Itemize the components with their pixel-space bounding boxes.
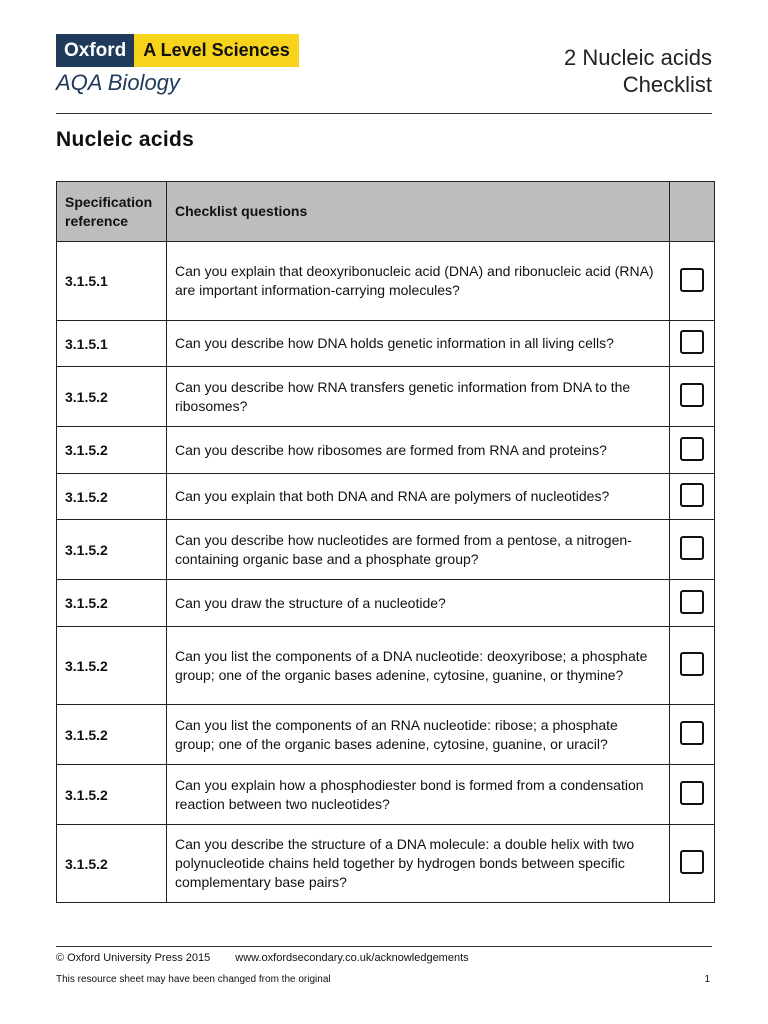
document-title-line2: Checklist — [622, 72, 712, 97]
table-row — [57, 242, 715, 321]
spec-reference: 3.1.5.2 — [57, 580, 167, 627]
checklist-checkbox[interactable] — [680, 652, 704, 676]
checklist-checkbox[interactable] — [680, 483, 704, 507]
footer-credits — [56, 952, 491, 964]
spec-reference: 3.1.5.2 — [57, 627, 167, 705]
question-line: Can you list the components of a DNA nucleotide: deoxyribose; a phosphate group; one of the organic bases adenine, cytosine, guanine, or thymine? — [175, 647, 648, 683]
footer-note: This resource sheet may have been changed from the original — [56, 974, 331, 985]
spec-reference: 3.1.5.2 — [57, 705, 167, 765]
checklist-checkbox[interactable] — [680, 590, 704, 614]
table-row — [57, 825, 715, 903]
spec-reference: 3.1.5.1 — [57, 321, 167, 367]
table-header-row — [57, 182, 715, 242]
checklist-checkbox[interactable] — [680, 330, 704, 354]
checkbox-cell — [670, 427, 715, 474]
checklist-question — [167, 427, 670, 474]
brand-sciences: A Level Sciences — [134, 34, 298, 67]
table-row — [57, 580, 715, 627]
table-row — [57, 627, 715, 705]
question-line: are important information-carrying molecules? — [175, 282, 460, 298]
brand-oxford: Oxford — [56, 34, 134, 67]
checklist-checkbox[interactable] — [680, 850, 704, 874]
spec-reference: 3.1.5.2 — [57, 427, 167, 474]
question-line: Can you describe the structure of a DNA molecule: a double helix with two polynucleotide chains held together by hydrogen bonds between specific complementary base pairs? — [175, 836, 635, 890]
checklist-checkbox[interactable] — [680, 781, 704, 805]
checkbox-cell — [670, 825, 715, 903]
question-line: Can you describe how DNA holds genetic information in all living cells? — [175, 335, 614, 351]
checklist-question — [167, 520, 670, 580]
copyright: © Oxford University Press 2015 — [56, 952, 211, 964]
checkbox-cell — [670, 242, 715, 321]
question-line: Can you describe how ribosomes are formed from RNA and proteins? — [175, 441, 607, 458]
spec-reference: 3.1.5.2 — [57, 520, 167, 580]
header-divider — [56, 113, 712, 114]
checklist-question — [167, 825, 670, 903]
checkbox-cell — [670, 705, 715, 765]
question-line: Can you explain how a phosphodiester bond is formed from a condensation reaction between two nucleotides? — [175, 776, 644, 812]
footer-divider — [56, 946, 712, 947]
question-line: Can you describe how RNA transfers genetic information from DNA to the ribosomes? — [175, 378, 631, 414]
checkbox-cell — [670, 474, 715, 520]
table-row — [57, 474, 715, 520]
checklist-table — [56, 181, 715, 903]
checklist-checkbox[interactable] — [680, 383, 704, 407]
checklist-question — [167, 242, 670, 321]
checklist-checkbox[interactable] — [680, 536, 704, 560]
checkbox-cell — [670, 580, 715, 627]
checklist-checkbox[interactable] — [680, 721, 704, 745]
spec-reference: 3.1.5.2 — [57, 367, 167, 427]
document-title — [564, 44, 712, 98]
checklist-question — [167, 321, 670, 367]
brand-logo — [56, 34, 299, 67]
table-row — [57, 765, 715, 825]
header-checklist-questions: Checklist questions — [167, 182, 670, 242]
checkbox-cell — [670, 765, 715, 825]
question-line: Can you list the components of an RNA nucleotide: ribose; a phosphate group; one of the organic bases adenine, cytosine, guanine, or uracil? — [175, 716, 618, 752]
table-row — [57, 427, 715, 474]
checkbox-cell — [670, 627, 715, 705]
checklist-checkbox[interactable] — [680, 268, 704, 292]
page-number: 1 — [704, 974, 710, 985]
checklist-checkbox[interactable] — [680, 437, 704, 461]
table-row — [57, 321, 715, 367]
table-row — [57, 367, 715, 427]
checkbox-cell — [670, 321, 715, 367]
checklist-question — [167, 474, 670, 520]
checklist-question — [167, 765, 670, 825]
table-row — [57, 705, 715, 765]
spec-reference: 3.1.5.2 — [57, 825, 167, 903]
checklist-question — [167, 367, 670, 427]
checkbox-cell — [670, 520, 715, 580]
question-line: Can you explain that both DNA and RNA are polymers of nucleotides? — [175, 488, 610, 504]
subject-title: AQA Biology — [56, 70, 180, 95]
spec-reference: 3.1.5.2 — [57, 765, 167, 825]
document-title-line1: 2 Nucleic acids — [564, 45, 712, 70]
header-checkbox-column — [670, 182, 715, 242]
header-spec-reference: Specification reference — [57, 182, 167, 242]
checklist-question — [167, 580, 670, 627]
checklist-question — [167, 627, 670, 705]
spec-reference: 3.1.5.2 — [57, 474, 167, 520]
question-line: Can you explain that deoxyribonucleic acid (DNA) and ribonucleic acid (RNA) — [175, 263, 654, 279]
checklist-question — [167, 705, 670, 765]
table-row — [57, 520, 715, 580]
question-line: Can you draw the structure of a nucleotide? — [175, 594, 446, 611]
question-line: Can you describe how nucleotides are formed from a pentose, a nitrogen-containing organic base and a phosphate group? — [175, 531, 632, 567]
acknowledgements-link[interactable]: www.oxfordsecondary.co.uk/acknowledgements — [235, 952, 469, 964]
section-title: Nucleic acids — [56, 128, 195, 151]
checkbox-cell — [670, 367, 715, 427]
spec-reference: 3.1.5.1 — [57, 242, 167, 321]
